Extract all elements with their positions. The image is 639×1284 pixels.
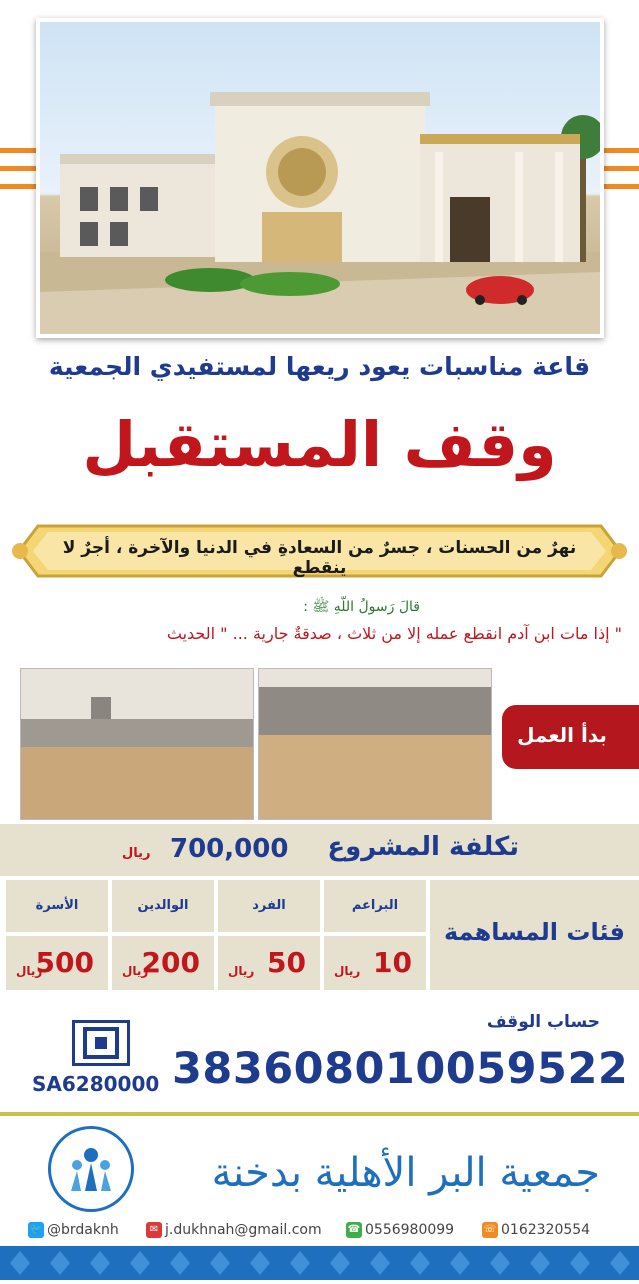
building-rendering-image — [40, 22, 600, 334]
mobile-number: 0556980099 — [365, 1222, 455, 1238]
email-icon: ✉ — [146, 1222, 162, 1238]
contact-twitter[interactable] — [28, 1222, 119, 1240]
category-unit: ريال — [228, 964, 255, 978]
category-label: الفرد — [252, 898, 286, 913]
category-amount: 500 — [35, 946, 94, 979]
bank-logo-icon — [72, 1020, 130, 1066]
banner-slogan: نهرٌ من الحسنات ، جسرٌ من السعادةِ في الدنيا والآخرة ، أجرٌ لا ينقطع — [62, 538, 577, 578]
iban-number: 383608010059522 — [172, 1044, 629, 1094]
contact-email[interactable] — [146, 1222, 322, 1240]
category-unit: ريال — [16, 964, 43, 978]
ornamental-banner — [8, 520, 631, 582]
footer-pattern-band — [0, 1246, 639, 1280]
category-label-cell — [6, 880, 108, 932]
category-amount-cell — [324, 936, 426, 990]
project-cost-box — [0, 824, 639, 876]
category-amount-cell — [112, 936, 214, 990]
organization-name: جمعية البر الأهلية بدخنة — [211, 1150, 600, 1196]
work-started-tag — [502, 705, 639, 769]
section-divider — [0, 1112, 639, 1116]
category-label-cell — [218, 880, 320, 932]
construction-photo-right — [258, 668, 492, 820]
hero-image-frame — [36, 18, 604, 338]
twitter-icon: 🐦 — [28, 1222, 44, 1238]
category-label: البراعم — [351, 898, 399, 913]
cost-value: 700,000 — [170, 834, 289, 864]
construction-photo-left — [20, 668, 254, 820]
org-logo-icon — [48, 1126, 134, 1212]
contact-phone[interactable] — [482, 1222, 590, 1240]
category-amount-cell — [218, 936, 320, 990]
category-label-cell — [324, 880, 426, 932]
category-label-cell — [112, 880, 214, 932]
category-unit: ريال — [334, 964, 361, 978]
cost-label: تكلفة المشروع — [327, 832, 519, 862]
work-started-label: بدأ العمل — [517, 723, 607, 747]
categories-heading: فئات المساهمة — [443, 918, 626, 946]
iban-prefix: SA6280000 — [32, 1072, 160, 1096]
hadith-intro: قالَ رَسولُ اللّهِ ﷺ : — [303, 599, 420, 615]
hall-subtitle: قاعة مناسبات يعود ريعها لمستفيدي الجمعية — [48, 352, 591, 381]
twitter-handle: @brdaknh — [47, 1222, 119, 1238]
categories-heading-cell — [430, 880, 639, 990]
category-amount: 50 — [267, 946, 306, 979]
cost-unit: ريال — [122, 846, 151, 861]
contribution-categories — [0, 880, 639, 992]
account-label: حساب الوقف — [486, 1012, 600, 1032]
category-label: الأسرة — [35, 898, 79, 913]
phone-number: 0162320554 — [501, 1222, 591, 1238]
project-title: وقف المستقبل — [82, 408, 557, 481]
email-address: j.dukhnah@gmail.com — [165, 1222, 322, 1238]
category-amount: 10 — [373, 946, 412, 979]
mobile-icon: ☎ — [346, 1222, 362, 1238]
phone-icon: ☏ — [482, 1222, 498, 1238]
contact-mobile[interactable] — [346, 1222, 454, 1240]
category-label: الوالدين — [137, 898, 189, 913]
category-unit: ريال — [122, 964, 149, 978]
category-amount: 200 — [141, 946, 200, 979]
hadith-quote: " إذا مات ابن آدم انقطع عمله إلا من ثلاث ، صدقةٌ جارية ... " الحديث — [166, 624, 622, 643]
category-amount-cell — [6, 936, 108, 990]
